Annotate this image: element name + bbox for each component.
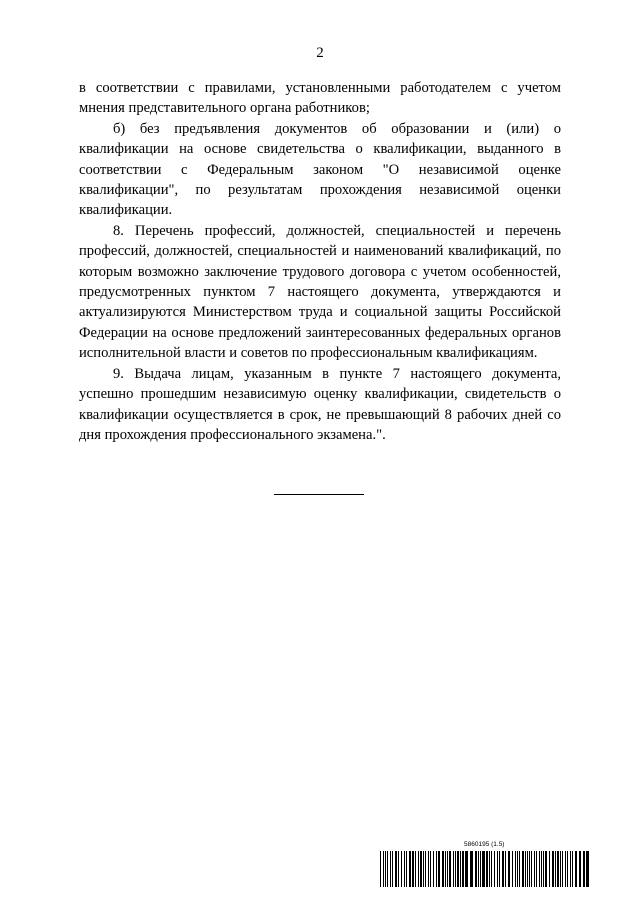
barcode-image xyxy=(380,851,590,887)
end-separator-line xyxy=(274,494,364,495)
paragraph-item-8: 8. Перечень профессий, должностей, специальностей и перечень профессий, должностей, специальностей и наименований квалификаций, по которым возможно заключение трудового договора с учетом особенностей, предусмотренных пунктом 7 настоящего документа, утверждаются и актуализируются Министерством труда и социальной защиты Российской Федерации на основе предложений заинтересованных федеральных органов исполнительной власти и советов по профессиональным квалификациям. xyxy=(79,222,561,362)
paragraph-continuation: в соответствии с правилами, установленными работодателем с учетом мнения представительного органа работников; xyxy=(79,80,561,117)
paragraph-subitem-b: б) без предъявления документов об образовании и (или) о квалификации на основе свидетельства о квалификации, выданного в соответствии с Федеральным законом "О независимой оценке квалификации", по результатам прохождения независимой оценки квалификации. xyxy=(79,120,561,219)
document-body xyxy=(79,78,561,445)
barcode-code: 5860195 (1.5) xyxy=(464,841,505,848)
paragraph-item-9: 9. Выдача лицам, указанным в пункте 7 настоящего документа, успешно прошедшим независимую оценку квалификации, свидетельств о квалификации осуществляется в срок, не превышающий 8 рабочих дней со дня прохождения профессионального экзамена.". xyxy=(79,365,561,443)
barcode-block xyxy=(380,841,590,887)
page-number: 2 xyxy=(316,45,324,61)
